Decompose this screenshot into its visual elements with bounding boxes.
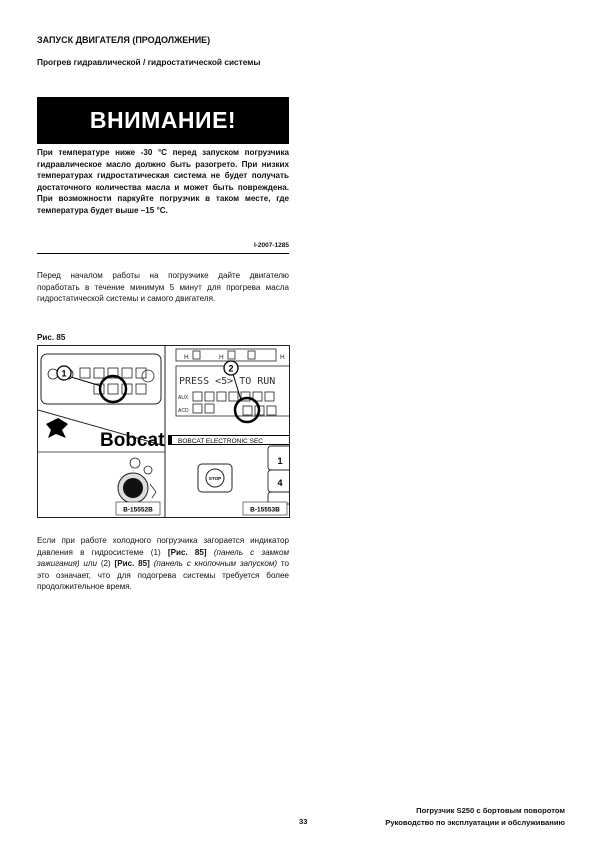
svg-text:H: H — [280, 354, 285, 361]
page-number: 33 — [299, 817, 308, 826]
indicator-light-icon — [193, 351, 200, 359]
footer-line-1: Погрузчик S250 с бортовым поворотом — [416, 806, 565, 815]
indicator-light-icon — [94, 368, 104, 378]
svg-text:H: H — [184, 354, 189, 361]
svg-text:ACD: ACD — [178, 408, 189, 414]
warning-divider — [37, 253, 289, 254]
warmup-paragraph: Перед началом работы на погрузчике дайте двигателю поработать в течение минимум 5 минут для прогрева масла гидростатической системы и самого двигателя. — [37, 271, 289, 303]
svg-text:1: 1 — [61, 368, 67, 379]
indicator-light-icon — [205, 404, 214, 413]
footer-title — [385, 805, 565, 829]
svg-text:BOBCAT ELECTRONIC SEC: BOBCAT ELECTRONIC SEC — [178, 438, 263, 445]
ignition-key-slot-icon — [123, 478, 143, 498]
svg-text:H: H — [219, 354, 224, 361]
top-indicator-strip — [176, 349, 276, 361]
key-position-icon — [130, 458, 140, 468]
hydraulic-pressure-indicator-icon — [243, 406, 252, 415]
figure-label: Рис. 85 — [37, 333, 66, 342]
svg-text:B-15553B: B-15553B — [250, 506, 280, 514]
figure-reference[interactable]: [Рис. 85] — [167, 547, 207, 557]
warning-banner — [37, 97, 289, 144]
key-position-icon — [144, 466, 152, 474]
svg-text:PRESS <5> TO RUN: PRESS <5> TO RUN — [179, 376, 276, 387]
control-panel-illustration — [38, 346, 290, 518]
svg-text:STOP: STOP — [208, 476, 222, 481]
indicator-light-icon — [122, 368, 132, 378]
footer-line-2: Руководство по эксплуатации и обслуживанию — [385, 818, 565, 827]
section-heading: ЗАПУСК ДВИГАТЕЛЯ (ПРОДОЛЖЕНИЕ) — [37, 35, 211, 45]
hydraulic-indicator-paragraph: Если при работе холодного погрузчика загорается индикатор давления в гидросистеме (1) [Рис. 85] (панель с замком зажигания) или (2) [Рис. 85] (панель с кнопочным запуском) то это означает, что для подогрева системы требуется более продолжительное время. — [37, 536, 290, 591]
indicator-light-icon — [228, 351, 235, 359]
figure-reference[interactable]: [Рис. 85] — [114, 559, 150, 568]
indicator-light-icon — [193, 404, 202, 413]
hydraulic-pressure-indicator-icon — [108, 384, 118, 394]
warning-title: ВНИМАНИЕ! — [89, 107, 237, 133]
indicator-light-icon — [229, 392, 238, 401]
indicator-light-icon — [265, 392, 274, 401]
indicator-light-icon — [142, 370, 154, 382]
figure-85 — [37, 345, 290, 518]
indicator-light-icon — [248, 351, 255, 359]
svg-text:AUX: AUX — [178, 395, 189, 401]
indicator-light-icon — [193, 392, 202, 401]
indicator-light-icon — [136, 384, 146, 394]
svg-text:1: 1 — [277, 456, 283, 466]
svg-text:B-15552B: B-15552B — [123, 506, 153, 514]
indicator-light-icon — [267, 406, 276, 415]
indicator-light-icon — [205, 392, 214, 401]
bobcat-logo — [46, 418, 165, 451]
indicator-light-icon — [80, 368, 90, 378]
svg-text:2: 2 — [228, 363, 234, 374]
warning-code: I-2007-1285 — [253, 242, 289, 249]
subsection-heading: Прогрев гидравлической / гидростатической системы — [37, 57, 261, 67]
svg-text:Bobcat: Bobcat — [100, 430, 165, 451]
warning-text: При температуре ниже -30 °C перед запуском погрузчика гидравлическое масло должно быть разогрето. При низких температурах гидростатическая система не будет получать достаточного количества масла и может быть повреждена. При возможности паркуйте погрузчик в таком месте, где температура будет выше –15 °C. — [37, 148, 289, 215]
indicator-light-icon — [217, 392, 226, 401]
indicator-light-icon — [136, 368, 146, 378]
svg-text:4: 4 — [277, 478, 283, 488]
